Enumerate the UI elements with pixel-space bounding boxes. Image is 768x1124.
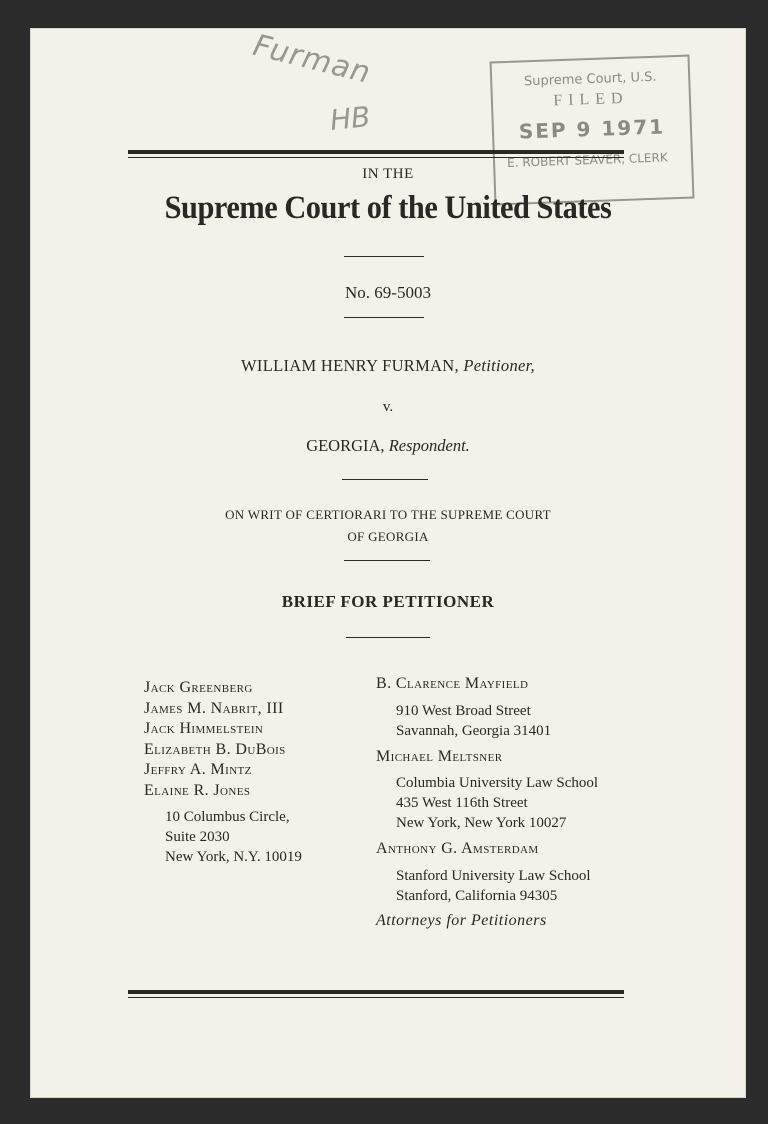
attorney-name: Elaine R. Jones — [144, 781, 251, 799]
attorney-name: Michael Meltsner — [376, 747, 503, 765]
address-line: 910 West Broad Street — [396, 702, 531, 719]
bottom-double-rule — [128, 990, 624, 994]
attorney-name: Jack Himmelstein — [144, 720, 264, 737]
divider — [344, 560, 430, 561]
versus-label: v. — [382, 399, 394, 415]
case-number: No. 69-5003 — [345, 283, 431, 302]
respondent-name: GEORGIA, — [306, 436, 385, 455]
divider — [346, 637, 430, 638]
address-line: Savannah, Georgia 31401 — [396, 722, 552, 739]
brief-cover-page — [30, 28, 746, 1098]
attorney-address — [396, 773, 598, 833]
attorney-name: Anthony G. Amsterdam — [376, 840, 539, 857]
stamp-filed: FILED — [552, 89, 629, 110]
attorney-name: Jack Greenberg — [144, 679, 253, 696]
writ-line-2: OF GEORGIA — [347, 529, 429, 544]
address-line: New York, N.Y. 10019 — [165, 849, 302, 865]
address-line: New York, New York 10027 — [396, 815, 567, 831]
handwritten-note-initials: HB — [328, 99, 372, 138]
attorney-name: Jeffry A. Mintz — [144, 761, 252, 778]
address-line: 10 Columbus Circle, — [165, 809, 290, 825]
divider — [342, 479, 428, 480]
address-line: Stanford, California 94305 — [396, 887, 558, 904]
writ-description — [30, 504, 746, 548]
brief-title: BRIEF FOR PETITIONER — [281, 592, 495, 611]
respondent-line — [30, 436, 746, 456]
in-the-label: IN THE — [362, 166, 414, 182]
attorneys-for-label: Attorneys for Petitioners — [376, 911, 547, 929]
writ-line-1: ON WRIT OF CERTIORARI TO THE SUPREME COURT — [225, 507, 551, 522]
stamp-clerk: E. ROBERT SEAVER, CLERK — [506, 150, 668, 170]
address-line: Stanford University Law School — [396, 867, 591, 884]
respondent-role: Respondent. — [388, 436, 470, 455]
address-line: Columbia University Law School — [396, 775, 599, 791]
petitioner-line — [30, 356, 746, 376]
attorney-name: James M. Nabrit, III — [144, 699, 284, 717]
divider — [344, 256, 424, 257]
address-line: Suite 2030 — [165, 829, 230, 845]
court-name-title: Supreme Court of the United States — [164, 190, 612, 226]
attorneys-left-column — [144, 678, 302, 867]
divider — [344, 317, 424, 318]
attorney-name: Elizabeth B. DuBois — [144, 740, 286, 758]
top-double-rule — [128, 150, 624, 154]
attorney-address — [165, 807, 302, 867]
petitioner-role: Petitioner, — [463, 356, 535, 375]
handwritten-note-furman: Furman — [249, 28, 375, 91]
address-line: 435 West 116th Street — [396, 795, 528, 811]
stamp-court: Supreme Court, U.S. — [523, 69, 657, 90]
attorney-name: B. Clarence Mayfield — [376, 675, 529, 692]
attorneys-right-column — [376, 674, 598, 930]
attorney-address — [396, 701, 598, 741]
petitioner-name: WILLIAM HENRY FURMAN, — [241, 356, 459, 375]
attorney-address — [396, 866, 598, 906]
stamp-date: SEP 9 1971 — [518, 114, 666, 144]
